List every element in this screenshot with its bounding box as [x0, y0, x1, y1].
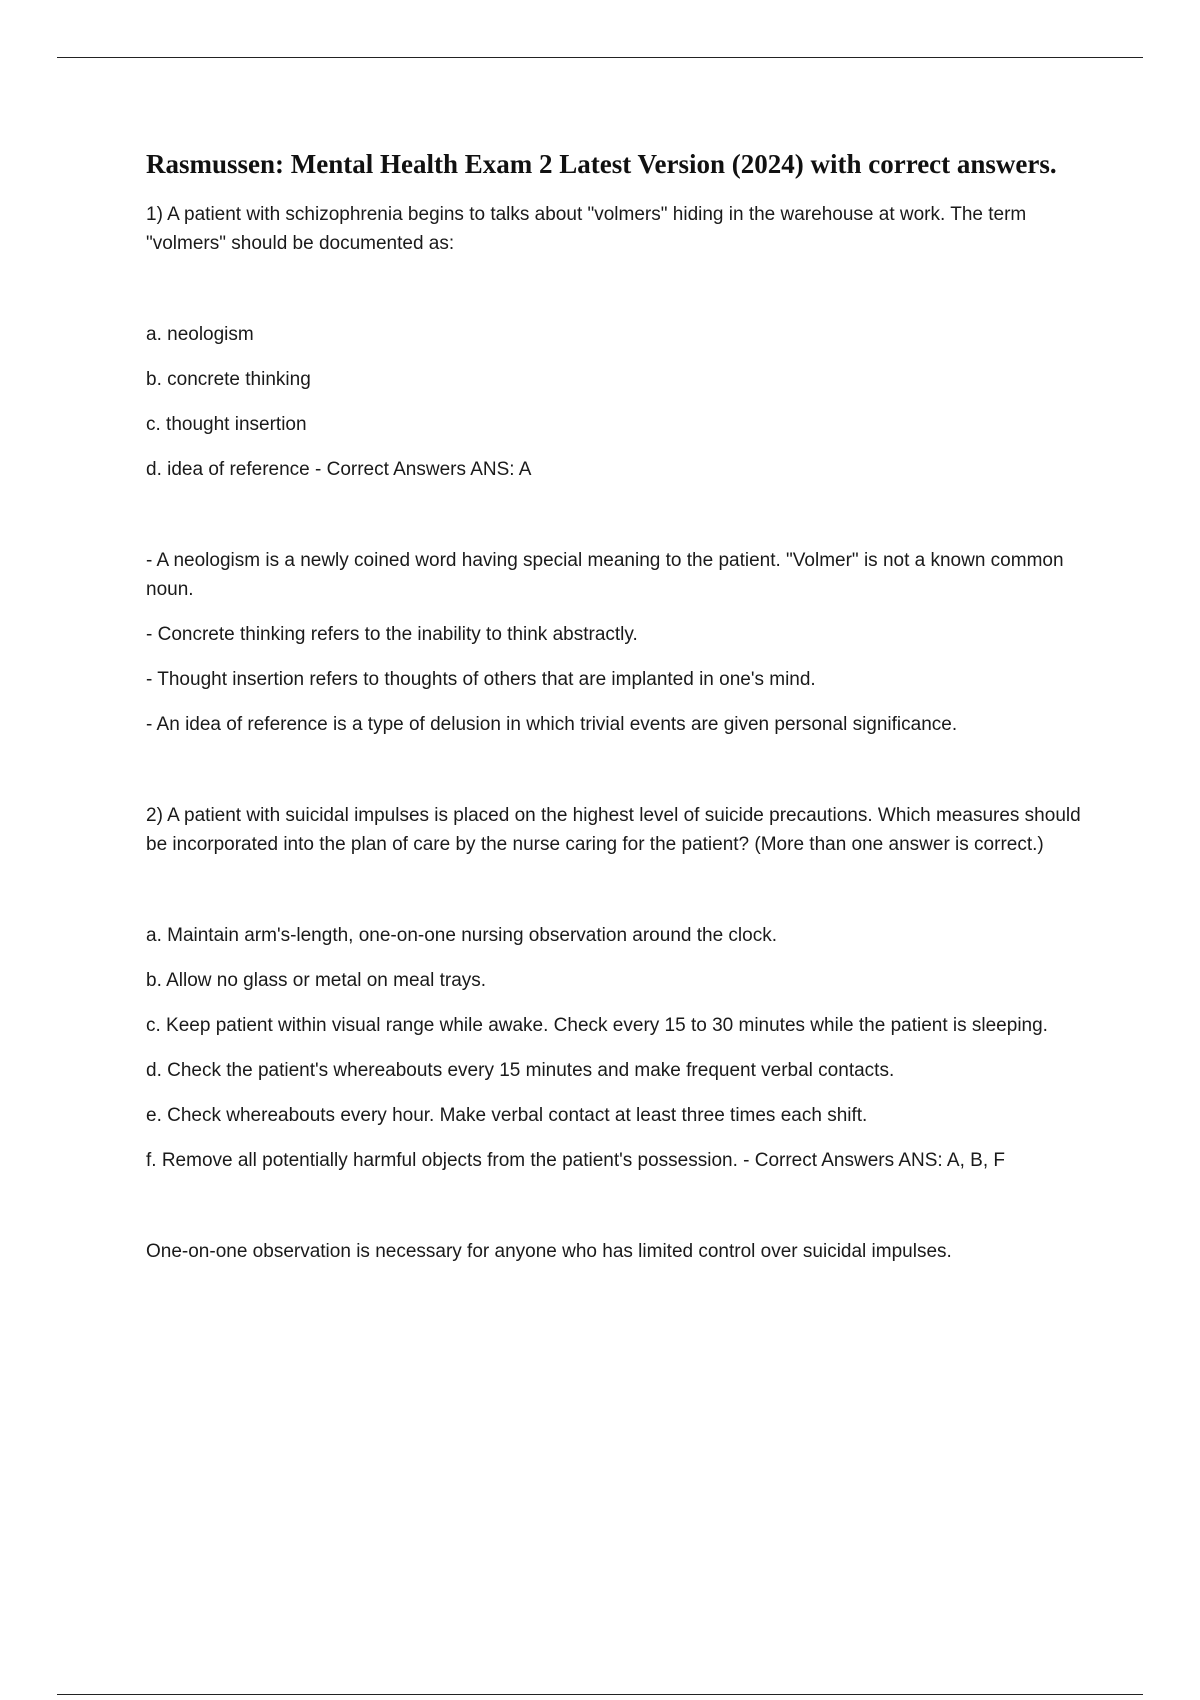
question-1-rationale-1: - A neologism is a newly coined word having special meaning to the patient. "Volmer" is not a known common noun. [146, 550, 1064, 600]
question-1-option-b: b. concrete thinking [146, 369, 311, 390]
question-2-option-f: f. Remove all potentially harmful objects from the patient's possession. - Correct Answers ANS: A, B, F [146, 1150, 1005, 1171]
question-1-option-d: d. idea of reference - Correct Answers ANS: A [146, 459, 532, 480]
header-rule [57, 57, 1143, 58]
question-2-stem: 2) A patient with suicidal impulses is placed on the highest level of suicide precautions. Which measures should be incorporated into the plan of care by the nurse caring for the patient? (More than one answer is correct.) [146, 805, 1081, 855]
question-1-option-a: a. neologism [146, 324, 254, 345]
question-2-option-b: b. Allow no glass or metal on meal trays. [146, 970, 487, 991]
question-2-rationale-1: One-on-one observation is necessary for anyone who has limited control over suicidal impulses. [146, 1241, 952, 1262]
question-1-rationale-2: - Concrete thinking refers to the inability to think abstractly. [146, 624, 638, 645]
question-1-stem: 1) A patient with schizophrenia begins to talks about "volmers" hiding in the warehouse at work. The term "volmers" should be documented as: [146, 204, 1027, 254]
question-1-rationale-4: - An idea of reference is a type of delusion in which trivial events are given personal significance. [146, 714, 958, 735]
question-2-option-d: d. Check the patient's whereabouts every 15 minutes and make frequent verbal contacts. [146, 1060, 895, 1081]
question-1-option-c: c. thought insertion [146, 414, 307, 435]
question-2-option-e: e. Check whereabouts every hour. Make verbal contact at least three times each shift. [146, 1105, 868, 1126]
document-title: Rasmussen: Mental Health Exam 2 Latest Version (2024) with correct answers. [146, 149, 1057, 179]
question-1-rationale-3: - Thought insertion refers to thoughts of others that are implanted in one's mind. [146, 669, 816, 690]
document-body [146, 146, 1096, 1282]
question-2-option-a: a. Maintain arm's-length, one-on-one nursing observation around the clock. [146, 925, 777, 946]
footer-rule [57, 1694, 1143, 1695]
question-2-option-c: c. Keep patient within visual range while awake. Check every 15 to 30 minutes while the patient is sleeping. [146, 1015, 1048, 1036]
